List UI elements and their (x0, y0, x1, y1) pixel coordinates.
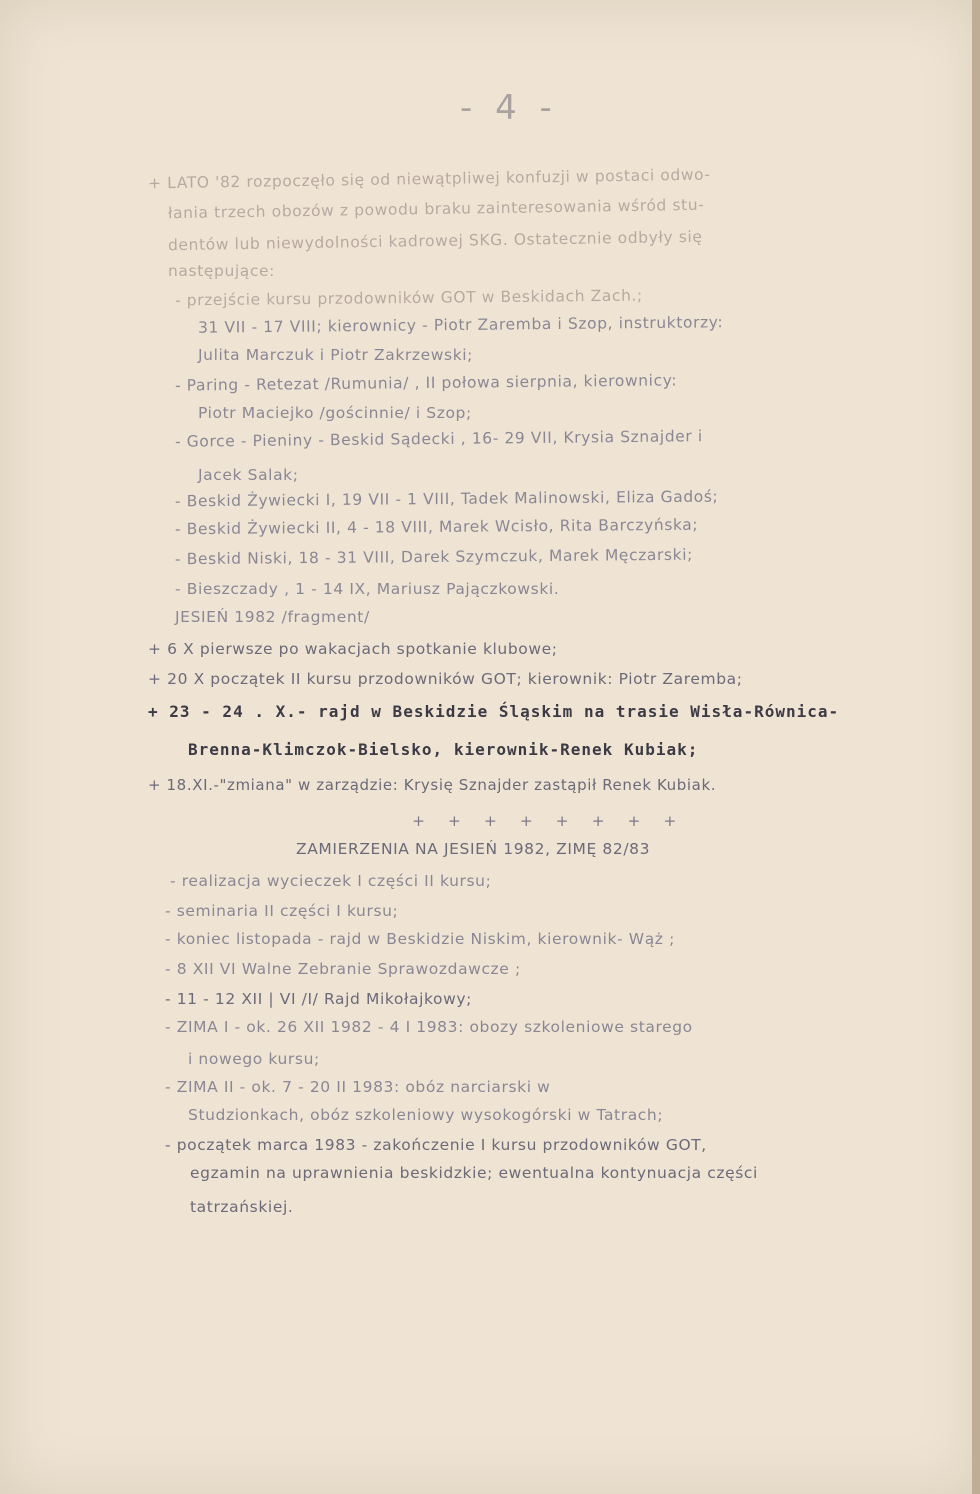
text-line: Brenna-Klimczok-Bielsko, kierownik-Renek Kubiak; (188, 740, 699, 759)
text-line: - początek marca 1983 - zakończenie I kursu przodowników GOT, (165, 1136, 707, 1154)
text-line: Julita Marczuk i Piotr Zakrzewski; (198, 346, 473, 364)
text-line: + 20 X początek II kursu przodowników GOT; kierownik: Piotr Zaremba; (148, 670, 743, 688)
text-line: + 23 - 24 . X.- rajd w Beskidzie Śląskim na trasie Wisła-Równica- (148, 702, 840, 721)
text-line: + 18.XI.-"zmiana" w zarządzie: Krysię Sznajder zastąpił Renek Kubiak. (148, 776, 717, 794)
text-line: JESIEŃ 1982 /fragment/ (175, 608, 370, 626)
text-line: Jacek Salak; (198, 466, 299, 484)
text-line: - koniec listopada - rajd w Beskidzie Niskim, kierownik- Wąż ; (165, 930, 675, 948)
text-line: - 11 - 12 XII | VI /I/ Rajd Mikołajkowy; (165, 990, 472, 1008)
text-line: Studzionkach, obóz szkoleniowy wysokogórski w Tatrach; (188, 1106, 664, 1124)
text-line: - Bieszczady , 1 - 14 IX, Mariusz Pajączkowski. (175, 580, 560, 598)
text-line: dentów lub niewydolności kadrowej SKG. Ostatecznie odbyły się (167, 227, 703, 255)
text-line: łania trzech obozów z powodu braku zainteresowania wśród stu- (167, 195, 705, 223)
text-line: i nowego kursu; (188, 1050, 320, 1068)
text-line: - ZIMA II - ok. 7 - 20 II 1983: obóz narciarski w (165, 1078, 551, 1096)
text-line: - ZIMA I - ok. 26 XII 1982 - 4 I 1983: obozy szkoleniowe starego (165, 1018, 693, 1036)
text-line: egzamin na uprawnienia beskidzkie; ewentualna kontynuacja części (190, 1164, 758, 1182)
text-line: następujące: (168, 262, 275, 280)
text-line: - realizacja wycieczek I części II kursu; (170, 872, 492, 890)
text-line: + LATO '82 rozpoczęło się od niewątpliwej konfuzji w postaci odwo- (147, 165, 711, 193)
text-line: - przejście kursu przodowników GOT w Beskidach Zach.; (174, 286, 643, 310)
text-line: - seminaria II części I kursu; (165, 902, 399, 920)
text-line: + 6 X pierwsze po wakacjach spotkanie klubowe; (148, 640, 558, 658)
page-edge (972, 0, 980, 1494)
text-line: - Paring - Retezat /Rumunia/ , II połowa sierpnia, kierownicy: (174, 371, 678, 395)
text-line: - Beskid Niski, 18 - 31 VIII, Darek Szymczuk, Marek Męczarski; (174, 545, 694, 569)
text-line: - Gorce - Pieniny - Beskid Sądecki , 16- 29 VII, Krysia Sznajder i (174, 427, 703, 451)
text-line: tatrzańskiej. (190, 1198, 294, 1216)
section-heading: ZAMIERZENIA NA JESIEŃ 1982, ZIMĘ 82/83 (296, 840, 651, 858)
text-line: 31 VII - 17 VIII; kierownicy - Piotr Zaremba i Szop, instruktorzy: (197, 313, 724, 337)
page-number: - 4 - (460, 88, 558, 128)
text-line: - Beskid Żywiecki II, 4 - 18 VIII, Marek Wcisło, Rita Barczyńska; (174, 515, 699, 539)
text-line: - 8 XII VI Walne Zebranie Sprawozdawcze ; (165, 960, 521, 978)
separator-stars: + + + + + + + + (412, 812, 686, 830)
text-line: Piotr Maciejko /gościnnie/ i Szop; (198, 404, 472, 422)
text-line: - Beskid Żywiecki I, 19 VII - 1 VIII, Tadek Malinowski, Eliza Gadoś; (174, 487, 719, 511)
